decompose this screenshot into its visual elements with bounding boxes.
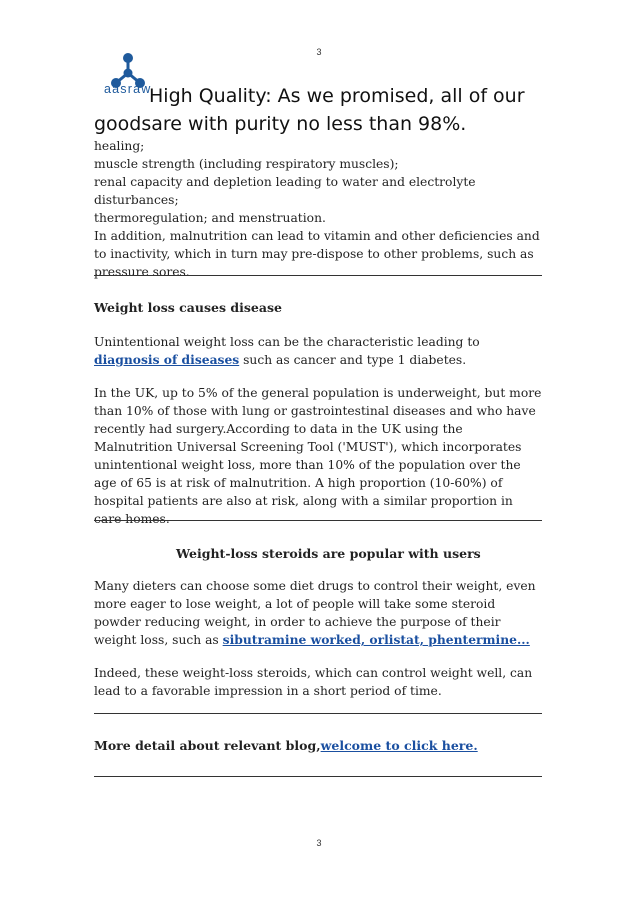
intro-line: thermoregulation; and menstruation. [94, 211, 326, 225]
section2-heading: Weight-loss steroids are popular with users [176, 546, 481, 561]
page-number-top: 3 [316, 47, 322, 57]
divider [94, 520, 542, 521]
diagnosis-of-diseases-link[interactable]: diagnosis of diseases [94, 352, 240, 367]
headline: High Quality: As we promised, all of our goodsare with purity no less than 98%. [94, 85, 525, 135]
section1-heading: Weight loss causes disease [94, 300, 282, 315]
logo-wordmark: aasraw [104, 82, 152, 96]
welcome-click-here-link[interactable]: welcome to click here. [320, 738, 478, 753]
intro-line: renal capacity and depletion leading to water and electrolyte disturbances; [94, 175, 476, 207]
section2-body [94, 577, 542, 715]
page-number-bottom: 3 [316, 838, 322, 848]
section2-paragraph-1: Many dieters can choose some diet drugs to control their weight, even more eager to lose weight, a lot of people will take some steroid powder reducing weight, in order to achieve the purpose of their weight loss, such as sibutramine worked, orlistat, phentermine... [94, 579, 536, 647]
intro-line: muscle strength (including respiratory muscles); [94, 157, 399, 171]
section1-paragraph-2: In the UK, up to 5% of the general population is underweight, but more than 10% of those with lung or gastrointestinal diseases and who have recently had surgery.According to data in the UK using the Malnutrition Universal Screening Tool ('MUST'), which incorporates unintentional weight loss, more than 10% of the population over the age of 65 is at risk of malnutrition. A high proportion (10-60%) of hospital patients are also at risk, along with a similar proportion in care homes. [94, 386, 542, 526]
intro-line: healing; [94, 139, 145, 153]
weight-loss-drugs-link[interactable]: sibutramine worked, orlistat, phentermine... [222, 632, 530, 647]
divider [94, 275, 542, 276]
intro-text [94, 137, 542, 281]
section2-paragraph-2: Indeed, these weight-loss steroids, which can control weight well, can lead to a favorable impression in a short period of time. [94, 666, 533, 698]
divider [94, 776, 542, 777]
section1-paragraph-1: Unintentional weight loss can be the characteristic leading to diagnosis of diseases such as cancer and type 1 diabetes. [94, 335, 480, 367]
blog-detail-line: More detail about relevant blog,welcome to click here. [94, 738, 478, 753]
intro-line: In addition, malnutrition can lead to vitamin and other deficiencies and to inactivity, which in turn may pre-dispose to other problems, such as pressure sores. [94, 229, 540, 279]
section1-body [94, 333, 542, 543]
divider [94, 713, 542, 714]
